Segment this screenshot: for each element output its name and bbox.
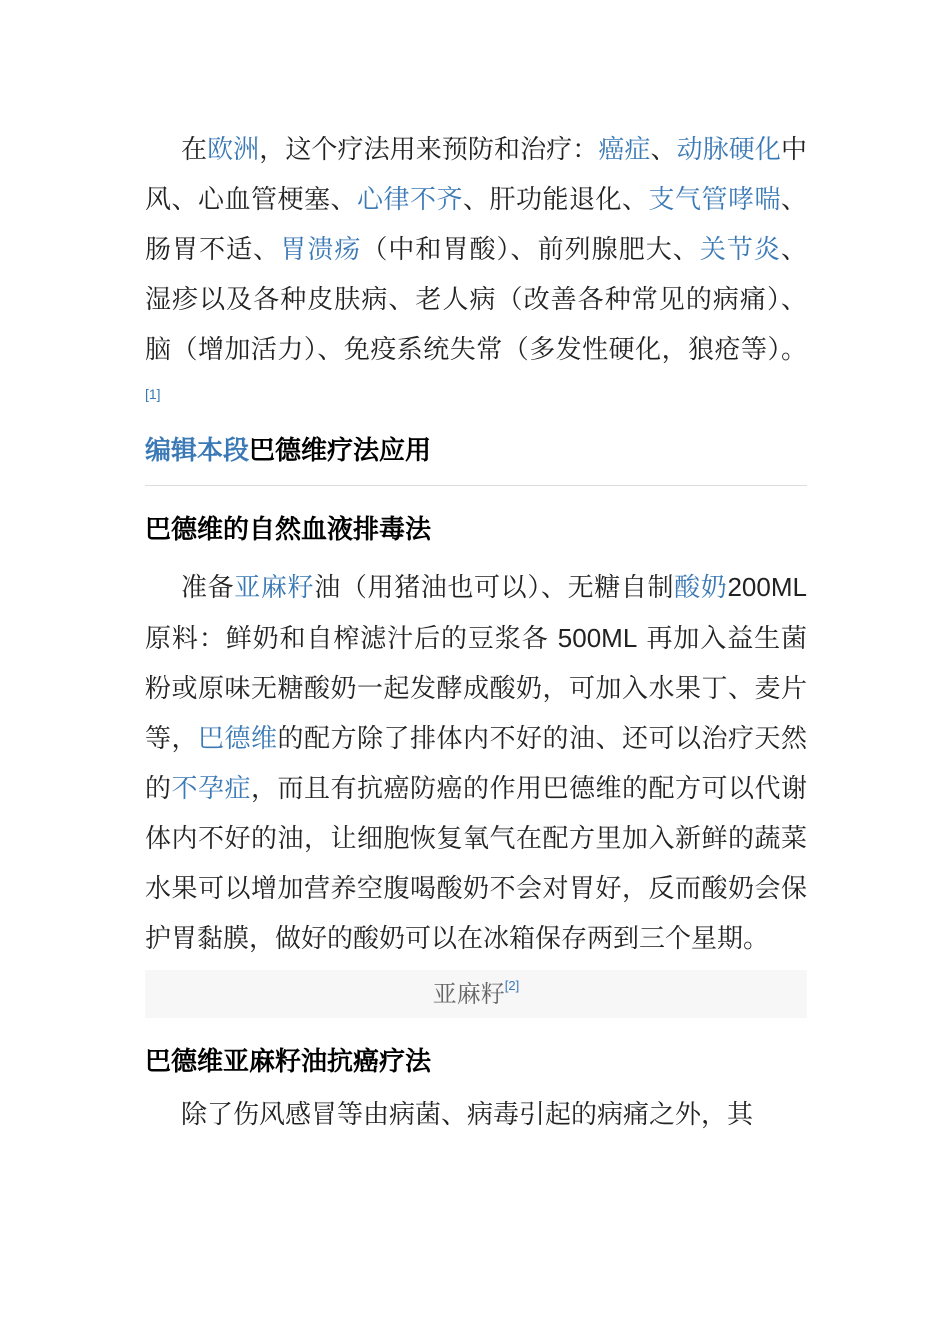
text-run: 原料：鲜奶和自榨滤汁后的豆浆各	[145, 624, 558, 654]
text-run: ，而且有抗癌防癌的作用巴德维的配方可以代谢体内不好的油，让细胞恢复氧气在配方里加入新鲜的蔬菜水果可以增加营养空腹喝酸奶不会对胃好，反而酸奶会保护胃黏膜，做好的酸奶可以在冰箱保存两到三个星期。	[145, 774, 807, 954]
text-run: 再加入益生菌粉或原味无糖酸奶一起发酵成酸奶，可加入水果丁、麦片 等，	[145, 624, 808, 754]
subheading-blood-detox: 巴德维的自然血液排毒法	[145, 515, 432, 545]
link-asthma[interactable]: 支气管哮喘	[648, 185, 781, 215]
text-run: 油（用猪油也可以）、无糖自制	[314, 573, 675, 603]
link-yogurt[interactable]: 酸奶	[674, 573, 728, 603]
detox-paragraph	[145, 562, 807, 964]
subheading-flaxseed-therapy: 巴德维亚麻籽油抗癌疗法	[145, 1047, 432, 1077]
article-body	[145, 125, 807, 1140]
reference-2[interactable]: [2]	[504, 978, 520, 993]
reference-1[interactable]: [1]	[145, 386, 161, 402]
text-run: 、湿疹以及各种皮肤病、老人病（改善各种常见的病痛）、脑（增加活力）、免疫系统失常（多发性硬化，狼疮等）。	[145, 235, 807, 365]
caption-text: 亚麻籽	[432, 980, 505, 1008]
image-caption	[145, 970, 807, 1018]
text-run: 500ML	[557, 623, 638, 653]
text-run: ，这个疗法用来预防和治疗：	[259, 135, 599, 165]
link-flaxseed[interactable]: 亚麻籽	[234, 573, 315, 603]
link-cancer[interactable]: 癌症	[598, 135, 651, 165]
link-arthritis[interactable]: 关节炎	[699, 235, 781, 265]
text-run: 、肠胃不适、	[145, 185, 807, 265]
text-run: 的配方除了排体内不好的油、还可以治疗天然的	[145, 724, 807, 804]
link-europe[interactable]: 欧洲	[207, 135, 260, 165]
link-arteriosclerosis[interactable]: 动脉硬化	[676, 135, 781, 165]
therapy-paragraph: 除了伤风感冒等由病菌、病毒引起的病痛之外，其	[181, 1100, 754, 1130]
text-run: 中风、心血管梗塞、	[145, 135, 807, 215]
edit-section-link[interactable]: 编辑本段	[145, 436, 250, 466]
text-run: 在	[181, 135, 208, 165]
link-budwig[interactable]: 巴德维	[198, 724, 278, 754]
intro-paragraph	[145, 125, 807, 425]
link-infertility[interactable]: 不孕症	[171, 774, 251, 804]
text-run: 准备	[181, 573, 235, 603]
text-run: 200ML	[727, 572, 807, 602]
text-run: 、肝功能退化、	[462, 185, 649, 215]
text-run: （中和胃酸）、前列腺肥大、	[361, 235, 700, 265]
section-heading	[145, 429, 807, 486]
text-run: 、	[650, 135, 677, 165]
section-title: 巴德维疗法应用	[249, 436, 432, 466]
link-gastric-ulcer[interactable]: 胃溃疡	[280, 235, 362, 265]
link-arrhythmia[interactable]: 心律不齐	[356, 185, 463, 215]
